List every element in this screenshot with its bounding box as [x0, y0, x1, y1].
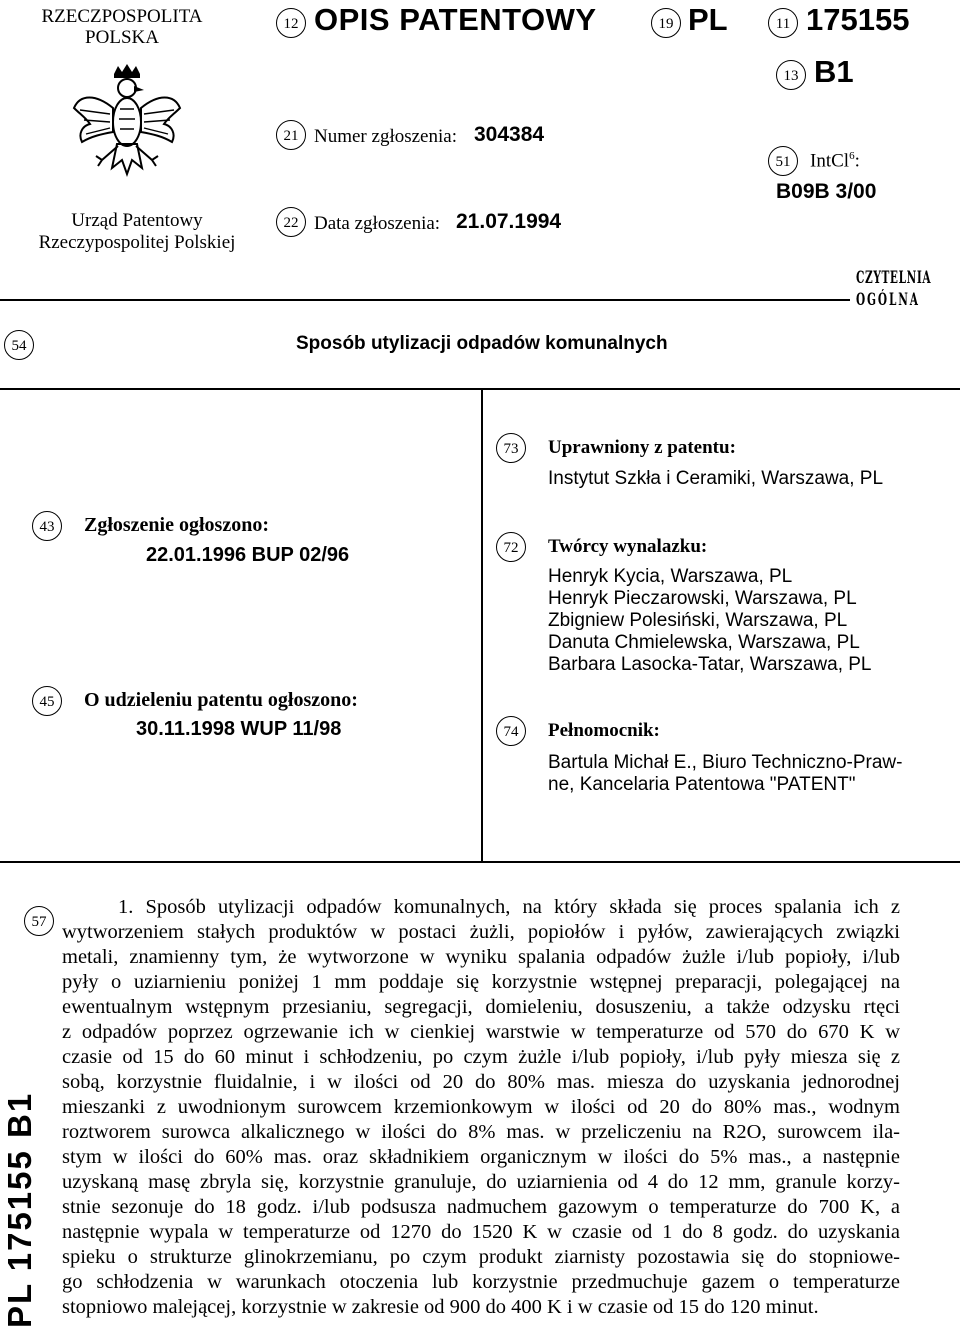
inventor-item: Henryk Kycia, Warszawa, PL: [548, 566, 793, 587]
owner-value: Instytut Szkła i Ceramiki, Warszawa, PL: [548, 468, 884, 489]
application-date: 21.07.1994: [456, 210, 562, 233]
country-line-1: RZECZPOSPOLITA: [41, 6, 203, 27]
attorney-value: [548, 752, 902, 796]
abstract-line: sobą, korzystnie fluidalnie, i w ilości od 20 do 80% mas. miesza do uzyskania jednorodnej: [62, 1071, 900, 1093]
abstract-line: spieku o strukturze glinokrzemianu, po czym produkt ziarnisty pozostawia się do stopniowe-: [62, 1246, 900, 1268]
abstract-line: stopniowo malejącej, korzystnie w zakresie od 900 do 400 K i w czasie od 15 do 120 minut.: [62, 1296, 819, 1318]
inventors-list: [548, 566, 872, 676]
publication-value: 22.01.1996 BUP 02/96: [146, 544, 350, 566]
column-divider: [481, 388, 483, 862]
office-line-1: Urząd Patentowy: [71, 210, 203, 231]
document-type: OPIS PATENTOWY: [314, 2, 597, 37]
inventors-label: Twórcy wynalazku:: [548, 536, 708, 557]
stamp-line-2: OGÓLNA: [856, 290, 920, 310]
attorney-line: ne, Kancelaria Patentowa "PATENT": [548, 774, 856, 795]
abstract-line: metali, znamienny tym, że wytworzone w wyniku spalania odpadów żużle i/lub popioły, i/lub: [62, 946, 900, 968]
abstract-line: następnie wypala w temperaturze od 1270 do 1520 K w czasie od 1 do 8 godz. do uzyskania: [62, 1221, 900, 1243]
abstract-line: z odpadów poprzez ogrzewanie ich w cienkiej warstwie w temperaturze od 570 do 670 K w: [62, 1021, 900, 1043]
inid-code-12: 12: [276, 8, 306, 38]
country-code: PL: [688, 2, 728, 37]
ipc-edition: 6: [849, 150, 855, 162]
inid-code-74: 74: [496, 716, 526, 746]
ipc-classification: B09B 3/00: [776, 180, 877, 203]
patent-number: 175155: [806, 2, 910, 37]
application-number-label: Numer zgłoszenia:: [314, 126, 457, 147]
stamp-line-1: CZYTELNIA: [856, 268, 932, 288]
application-date-label: Data zgłoszenia:: [314, 213, 441, 234]
header-rule: [0, 299, 850, 301]
abstract-line: ewentualnym wstępnym przesianiu, segregacji, domieleniu, dosuszeniu, a także odzysku rtęci: [62, 996, 900, 1018]
eagle-emblem-icon: [72, 64, 182, 186]
ipc-label: [810, 150, 860, 172]
inid-code-13: 13: [776, 60, 806, 90]
inid-code-51: 51: [768, 146, 798, 176]
inid-code-19: 19: [651, 8, 681, 38]
abstract-line: go schłodzenia w warunkach otoczenia lub korzystnie przedmuchuje gazem o temperaturze: [62, 1271, 900, 1293]
inventor-item: Danuta Chmielewska, Warszawa, PL: [548, 632, 860, 653]
country-name: [22, 6, 222, 48]
title-rule: [0, 388, 960, 390]
ipc-label-text: IntCl: [810, 150, 850, 172]
inid-code-22: 22: [276, 207, 306, 237]
abstract-rule: [0, 861, 960, 863]
abstract-line: wytworzeniem stałych produktów w postaci żużli, popiołów i pyłów, zawierających związki: [62, 921, 900, 943]
inid-code-73: 73: [496, 433, 526, 463]
inid-code-54: 54: [4, 330, 34, 360]
abstract-line: roztworem surowca alkalicznego w ilości do 8% mas. w przeliczeniu na R2O, surowcem ila-: [62, 1121, 900, 1143]
abstract-line: czasie od 15 do 60 minut i schłodzeniu, po czym żużle i/lub popioły, i/lub pyły miesza się z: [62, 1046, 900, 1068]
grant-label: O udzieleniu patentu ogłoszono:: [84, 689, 358, 711]
owner-label: Uprawniony z patentu:: [548, 437, 736, 458]
abstract-line: mieszanki z uwodnionym surowcem krzemionkowym w ilości od 20 do 80% mas., wodnym: [62, 1096, 900, 1118]
abstract-line: stnie sezonuje do 18 godz. i/lub podsusza nadmuchem gazowym o temperaturze do 700 K, a: [62, 1196, 900, 1218]
abstract-line: stym w ilości do 60% mas. oraz składnikiem organicznym w ilości do 5% mas., a następnie: [62, 1146, 900, 1168]
inid-code-11: 11: [768, 8, 798, 38]
application-number: 304384: [474, 123, 545, 146]
side-patent-label: PL 175155 B1: [1, 1091, 38, 1328]
inventor-item: Zbigniew Polesiński, Warszawa, PL: [548, 610, 848, 631]
inid-code-72: 72: [496, 532, 526, 562]
inid-code-45: 45: [32, 686, 62, 716]
abstract-line: pyły o uziarnieniu poniżej 1 mm poddaje się korzystnie wstępnej preparacji, polegającej na: [62, 971, 900, 993]
publication-label: Zgłoszenie ogłoszono:: [84, 514, 269, 536]
country-line-2: POLSKA: [85, 27, 159, 48]
inventor-item: Barbara Lasocka-Tatar, Warszawa, PL: [548, 654, 872, 675]
grant-value: 30.11.1998 WUP 11/98: [136, 718, 342, 740]
kind-code: B1: [814, 54, 854, 89]
abstract-line: 1. Sposób utylizacji odpadów komunalnych, na który składa się proces spalania ich z: [118, 896, 900, 918]
inid-code-57: 57: [24, 906, 54, 936]
inventor-item: Henryk Pieczarowski, Warszawa, PL: [548, 588, 857, 609]
library-stamp: [856, 268, 960, 310]
ipc-colon: :: [854, 150, 860, 172]
attorney-line: Bartula Michał E., Biuro Techniczno-Praw-: [548, 752, 903, 773]
patent-office-name: [22, 210, 252, 254]
invention-title: Sposób utylizacji odpadów komunalnych: [296, 333, 668, 354]
attorney-label: Pełnomocnik:: [548, 720, 660, 741]
inid-code-43: 43: [32, 511, 62, 541]
inid-code-21: 21: [276, 120, 306, 150]
abstract-line: uzyskaną masę zbryla się, korzystnie granuluje, do uziarnienia od 4 do 12 mm, granule korzy-: [62, 1171, 900, 1193]
office-line-2: Rzeczypospolitej Polskiej: [38, 232, 236, 253]
